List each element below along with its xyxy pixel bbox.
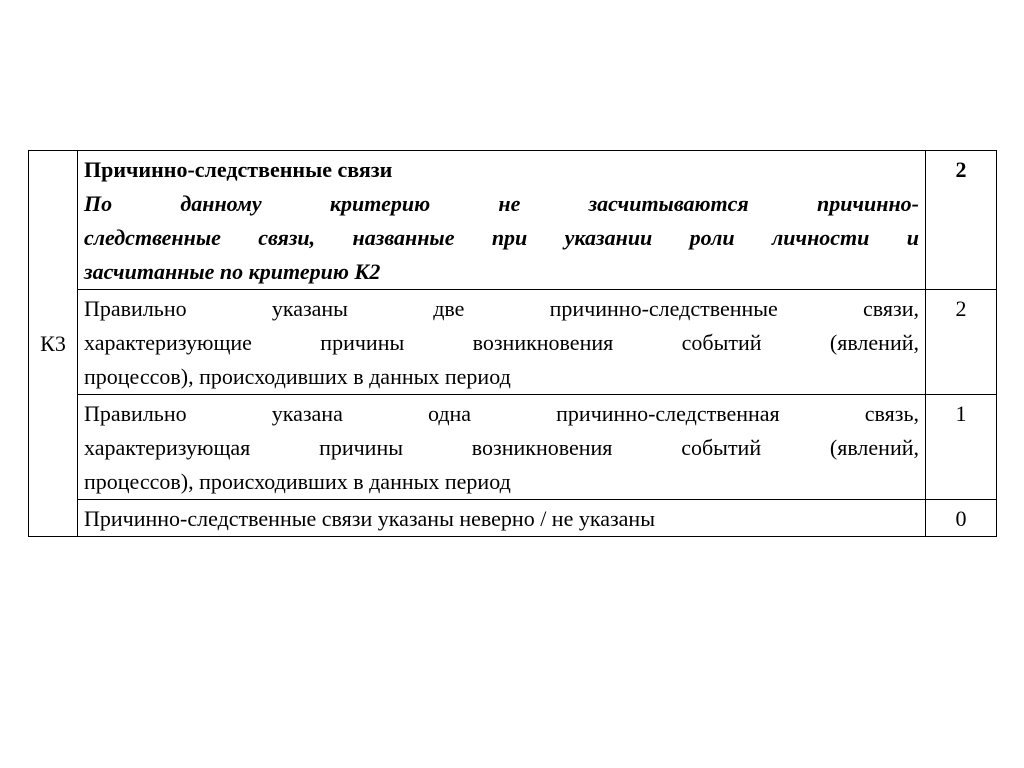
score-row-description — [78, 290, 926, 395]
criterion-title: Причинно-следственные связи — [84, 157, 393, 182]
score-row-line: характеризующие причины возникновения событий (явлений, — [84, 330, 919, 355]
score-row-line: Причинно-следственные связи указаны неверно / не указаны — [84, 506, 655, 531]
criterion-note-line-2: следственные связи, названные при указании роли личности и — [84, 225, 919, 250]
criteria-table — [28, 150, 997, 537]
criterion-header-description — [78, 151, 926, 290]
score-value: 2 — [926, 290, 997, 395]
score-row-line: процессов), происходивших в данных период — [84, 364, 511, 389]
criterion-header-row — [29, 151, 997, 290]
criterion-max-score: 2 — [926, 151, 997, 290]
score-row-line: характеризующая причины возникновения событий (явлений, — [84, 435, 919, 460]
score-row-1 — [29, 395, 997, 500]
criterion-note-line-3: засчитанные по критерию К2 — [84, 259, 381, 284]
score-row-line: Правильно указаны две причинно-следственные связи, — [84, 296, 919, 321]
score-row-0 — [29, 500, 997, 537]
score-row-2 — [29, 290, 997, 395]
score-value: 0 — [926, 500, 997, 537]
score-value: 1 — [926, 395, 997, 500]
score-row-line: Правильно указана одна причинно-следственная связь, — [84, 401, 919, 426]
criterion-code: К3 — [29, 151, 78, 537]
criterion-note-line-1: По данному критерию не засчитываются причинно- — [84, 191, 919, 216]
score-row-description — [78, 500, 926, 537]
score-row-line: процессов), происходивших в данных период — [84, 469, 511, 494]
score-row-description — [78, 395, 926, 500]
